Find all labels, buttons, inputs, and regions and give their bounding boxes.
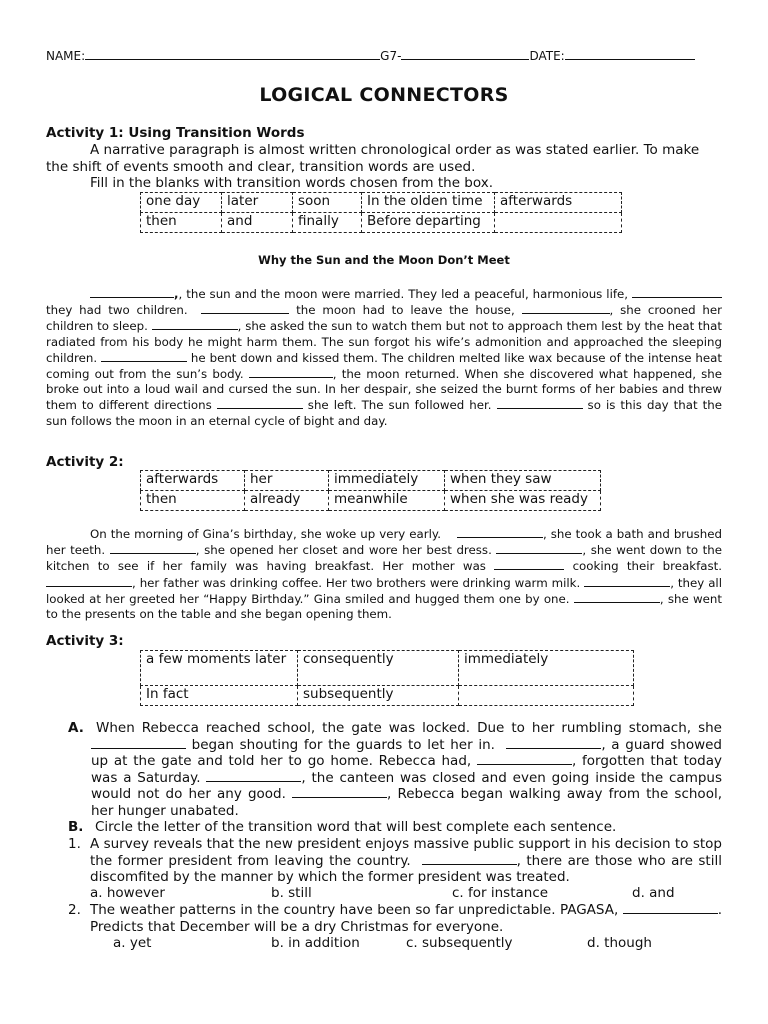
blank-field[interactable] xyxy=(249,366,333,378)
story-text: , she went down to the kitchen to see if her family was having breakfast. Her mother was xyxy=(46,543,723,574)
word-box-cell: when she was ready xyxy=(445,491,601,511)
option-b[interactable]: b. in addition xyxy=(271,935,360,951)
story-text: the moon had to leave the house, xyxy=(289,303,515,318)
word-box-cell: meanwhile xyxy=(329,491,445,511)
question-number: 1. xyxy=(68,836,81,852)
word-box-cell: afterwards xyxy=(495,193,622,213)
option-d[interactable]: d. though xyxy=(587,935,652,951)
word-box-cell xyxy=(495,213,622,233)
question-text: A survey reveals that the new president enjoys massive public support in his decision to stop the former president from leaving the country. xyxy=(90,836,722,869)
word-box-cell: afterwards xyxy=(141,471,245,491)
word-box-row xyxy=(141,651,634,686)
story-text: cooking their breakfast. xyxy=(564,559,722,574)
partA-text: , a guard showed up at the gate and told her to go home. Rebecca had, xyxy=(91,736,722,769)
option-d[interactable]: d. and xyxy=(632,885,675,901)
blank-field[interactable] xyxy=(477,753,572,765)
story-text: , she took a bath and brushed her teeth. xyxy=(46,527,723,558)
blank-field[interactable] xyxy=(496,542,582,554)
word-box-cell: already xyxy=(245,491,329,511)
word-box-cell: then xyxy=(141,213,222,233)
activity2-heading: Activity 2: xyxy=(46,454,124,470)
word-box-cell: when they saw xyxy=(445,471,601,491)
question-1-text xyxy=(90,836,722,886)
blank-field[interactable] xyxy=(522,302,610,314)
question-1-options xyxy=(0,885,768,902)
word-box-cell: then xyxy=(141,491,245,511)
word-box-cell: her xyxy=(245,471,329,491)
blank-field[interactable] xyxy=(574,591,660,603)
partA-paragraph xyxy=(91,720,722,819)
blank-field[interactable] xyxy=(422,853,517,865)
activity1-intro xyxy=(46,142,722,192)
story-text: she left. The sun followed her. xyxy=(302,398,492,413)
question-2-options xyxy=(0,935,768,952)
blank-field[interactable] xyxy=(494,558,564,570)
word-box-cell xyxy=(459,686,634,706)
blank-field[interactable] xyxy=(506,737,601,749)
date-field[interactable] xyxy=(565,48,695,60)
word-box-cell: later xyxy=(222,193,293,213)
word-box-cell: finally xyxy=(293,213,362,233)
story-text: they had two children. xyxy=(46,303,188,318)
blank-field[interactable] xyxy=(46,575,132,587)
activity2-story xyxy=(46,526,722,622)
activity2-word-box xyxy=(140,470,601,511)
name-label: NAME: xyxy=(46,49,86,63)
header-line xyxy=(46,48,695,63)
blank-field[interactable] xyxy=(152,318,238,330)
grade-field[interactable] xyxy=(401,48,529,60)
activity3-heading: Activity 3: xyxy=(46,633,124,649)
word-box-cell: soon xyxy=(293,193,362,213)
date-label: DATE: xyxy=(529,49,565,63)
blank-field[interactable] xyxy=(457,526,543,538)
name-field[interactable] xyxy=(85,48,380,60)
activity1-intro-paragraph: A narrative paragraph is almost written chronological order as was stated earlier. To make the shift of events smooth and clear, transition words are used. xyxy=(46,142,700,175)
word-box-cell: immediately xyxy=(329,471,445,491)
story-text: , her father was drinking coffee. Her two brothers were drinking warm milk. xyxy=(132,575,581,590)
partB-instruction: Circle the letter of the transition word that will best complete each sentence. xyxy=(95,819,617,835)
grade-label: G7- xyxy=(380,49,402,63)
partA-text: , Rebecca began walking away from the school, her hunger unabated. xyxy=(91,786,722,819)
blank-field[interactable] xyxy=(632,286,722,298)
blank-field[interactable] xyxy=(497,397,583,409)
word-box-cell: In the olden time xyxy=(362,193,495,213)
story-text: , the moon returned. When she discovered what happened, she broke out into a loud wail and cursed the sun. In her despair, she seized the burnt forms of her babies and threw them to different directions xyxy=(46,367,723,413)
option-b[interactable]: b. still xyxy=(271,885,312,901)
blank-field[interactable] xyxy=(91,737,186,749)
word-box-cell: a few moments later xyxy=(141,651,298,686)
blank-field[interactable] xyxy=(110,542,196,554)
blank-field[interactable] xyxy=(584,575,670,587)
partA-text: began shouting for the guards to let her in. xyxy=(186,736,495,753)
story-text: , she crooned her children to sleep. xyxy=(46,303,723,334)
word-box-cell: subsequently xyxy=(298,686,459,706)
story-text: , she went to the presents on the table and she began opening them. xyxy=(46,591,723,622)
blank-field[interactable] xyxy=(90,286,174,298)
word-box-cell: In fact xyxy=(141,686,298,706)
word-box-row xyxy=(141,471,601,491)
partA-text: When Rebecca reached school, the gate was locked. Due to her rumbling stomach, she xyxy=(96,720,722,736)
blank-field[interactable] xyxy=(201,302,289,314)
word-box-cell: one day xyxy=(141,193,222,213)
activity1-heading: Activity 1: Using Transition Words xyxy=(46,125,305,141)
question-text: , there are those who are still discomfited by the manner by which the former president was treated. xyxy=(90,852,722,885)
page-title: LOGICAL CONNECTORS xyxy=(259,84,509,106)
word-box-cell: immediately xyxy=(459,651,634,686)
story-text: , the sun and the moon were married. They led a peaceful, harmonious life, xyxy=(178,287,629,301)
option-a[interactable]: a. yet xyxy=(113,935,152,951)
story-text: , she asked the sun to watch them but not to approach them lest by the heat that radiated from his body he might harm them. The sun forgot his wife’s admonition and approached the sleeping children. xyxy=(46,319,723,365)
question-text: The weather patterns in the country have been so far unpredictable. PAGASA, xyxy=(90,902,619,918)
story-text: he bent down and kissed them. The children melted like wax because of the intense heat coming out from the sun’s body. xyxy=(46,350,722,382)
story-text: so is this day that the sun follows the moon in an eternal cycle of bight and day. xyxy=(46,398,723,428)
word-box-cell: and xyxy=(222,213,293,233)
blank-field[interactable] xyxy=(217,397,303,409)
blank-field[interactable] xyxy=(623,902,718,914)
word-box-cell: Before departing xyxy=(362,213,495,233)
word-box-row xyxy=(141,686,634,706)
activity1-instruction: Fill in the blanks with transition words chosen from the box. xyxy=(90,175,493,191)
word-box-row xyxy=(141,213,622,233)
story-title: Why the Sun and the Moon Don’t Meet xyxy=(258,253,510,267)
partA-text: , the canteen was closed and even going inside the campus would not do her any good. xyxy=(91,769,722,802)
story-text: , she opened her closet and wore her best dress. xyxy=(195,543,492,558)
word-box-row xyxy=(141,193,622,213)
question-number: 2. xyxy=(68,902,81,918)
blank-field[interactable] xyxy=(206,770,301,782)
partB-letter: B. xyxy=(68,819,84,835)
blank-field[interactable] xyxy=(101,350,187,362)
option-c[interactable]: c. for instance xyxy=(452,885,549,901)
partA-letter: A. xyxy=(68,720,84,736)
partA-text: , forgotten that today was a Saturday. xyxy=(91,753,722,786)
question-2-text xyxy=(90,902,722,935)
question-text: . Predicts that December will be a dry Christmas for everyone. xyxy=(90,902,722,935)
activity3-word-box xyxy=(140,650,634,706)
word-box-row xyxy=(141,491,601,511)
option-a[interactable]: a. however xyxy=(90,885,165,901)
activity1-story: ,, the sun and the moon were married. They led a peaceful, harmonious life, they had two children. the moon had to leave the house, , she crooned her children to sleep. , she asked the sun to watch them but not to approach them lest by the heat that radiated from his body he might harm them. The sun forgot his wife’s admonition and approached the sleeping children. he bent down and kissed them. The children melted like wax because of the intense heat coming out from the sun’s body. , the moon returned. When she discovered what happened, she broke out into a loud wail and cursed the sun. In her despair, she seized the burnt forms of her babies and threw them to different directions she left. The sun followed her. so is this day that the sun follows the moon in an eternal cycle of bight and day. xyxy=(46,287,723,428)
activity1-word-box xyxy=(140,192,622,233)
story-text: On the morning of Gina’s birthday, she woke up very early. xyxy=(90,527,441,541)
story-text: , they all looked at her greeted her “Happy Birthday.” Gina smiled and hugged them one by one. xyxy=(46,575,722,606)
word-box-cell: consequently xyxy=(298,651,459,686)
option-c[interactable]: c. subsequently xyxy=(406,935,513,951)
blank-field[interactable] xyxy=(292,786,387,798)
